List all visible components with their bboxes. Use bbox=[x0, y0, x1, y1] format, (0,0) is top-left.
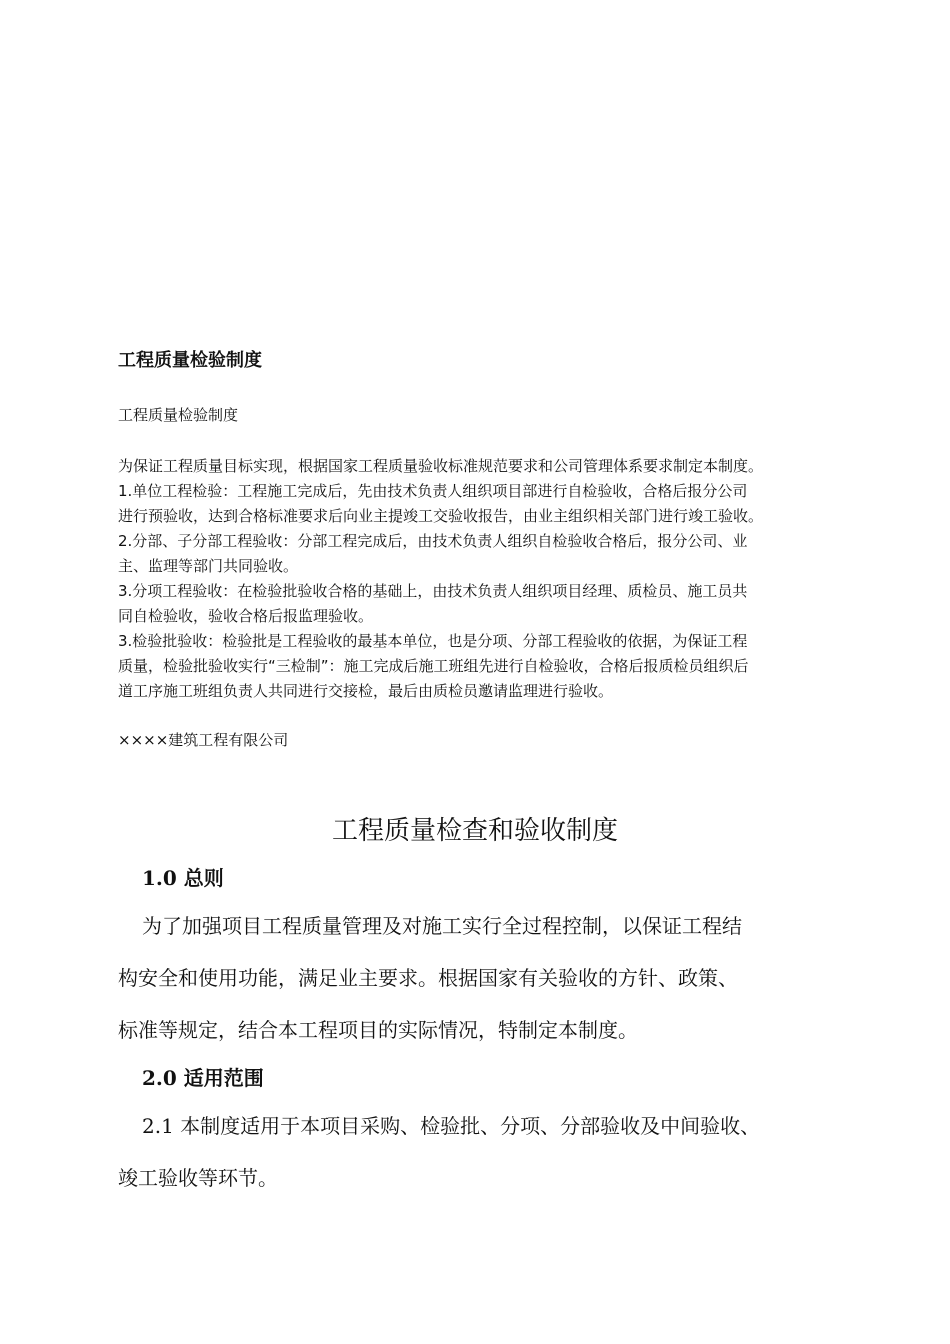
intro-line: 2.分部、子分部工程验收：分部工程完成后，由技术负责人组织自检验收合格后，报分公司、业 bbox=[118, 532, 748, 550]
intro-line: 3.分项工程验收：在检验批验收合格的基础上，由技术负责人组织项目经理、质检员、施工员共 bbox=[118, 582, 748, 600]
body-line: 构安全和使用功能，满足业主要求。根据国家有关验收的方针、政策、 bbox=[118, 966, 738, 990]
intro-line: 道工序施工班组负责人共同进行交接检，最后由质检员邀请监理进行验收。 bbox=[118, 682, 614, 700]
section-heading-general: 1.0 总则 bbox=[142, 866, 224, 890]
section-heading-scope: 2.0 适用范围 bbox=[142, 1066, 264, 1090]
intro-line: 进行预验收，达到合格标准要求后向业主提竣工交验收报告，由业主组织相关部门进行竣工验收。 bbox=[118, 507, 764, 525]
section-scope-body bbox=[118, 1100, 838, 1204]
intro-line: 1.单位工程检验：工程施工完成后，先由技术负责人组织项目部进行自检验收，合格后报分公司 bbox=[118, 482, 748, 500]
intro-line: 为保证工程质量目标实现，根据国家工程质量验收标准规范要求和公司管理体系要求制定本制度。 bbox=[118, 457, 764, 475]
intro-line: 同自检验收，验收合格后报监理验收。 bbox=[118, 607, 374, 625]
company-name: ××××建筑工程有限公司 bbox=[118, 731, 289, 749]
body-line: 竣工验收等环节。 bbox=[118, 1166, 278, 1190]
intro-line: 主、监理等部门共同验收。 bbox=[118, 557, 299, 575]
document-title: 工程质量检查和验收制度 bbox=[331, 816, 618, 846]
body-line: 为了加强项目工程质量管理及对施工实行全过程控制，以保证工程结 bbox=[142, 914, 742, 938]
body-line: 2.1 本制度适用于本项目采购、检验批、分项、分部验收及中间验收、 bbox=[142, 1114, 761, 1138]
section-general-body bbox=[118, 900, 838, 1056]
intro-line: 质量，检验批验收实行“三检制”：施工完成后施工班组先进行自检验收，合格后报质检员组织后 bbox=[118, 657, 749, 675]
intro-line: 3.检验批验收：检验批是工程验收的最基本单位，也是分项、分部工程验收的依据，为保证工程 bbox=[118, 632, 748, 650]
document-heading: 工程质量检验制度 bbox=[118, 350, 262, 371]
body-line: 标准等规定，结合本工程项目的实际情况，特制定本制度。 bbox=[118, 1018, 638, 1042]
intro-paragraphs bbox=[118, 454, 848, 704]
document-subheading: 工程质量检验制度 bbox=[118, 406, 239, 424]
